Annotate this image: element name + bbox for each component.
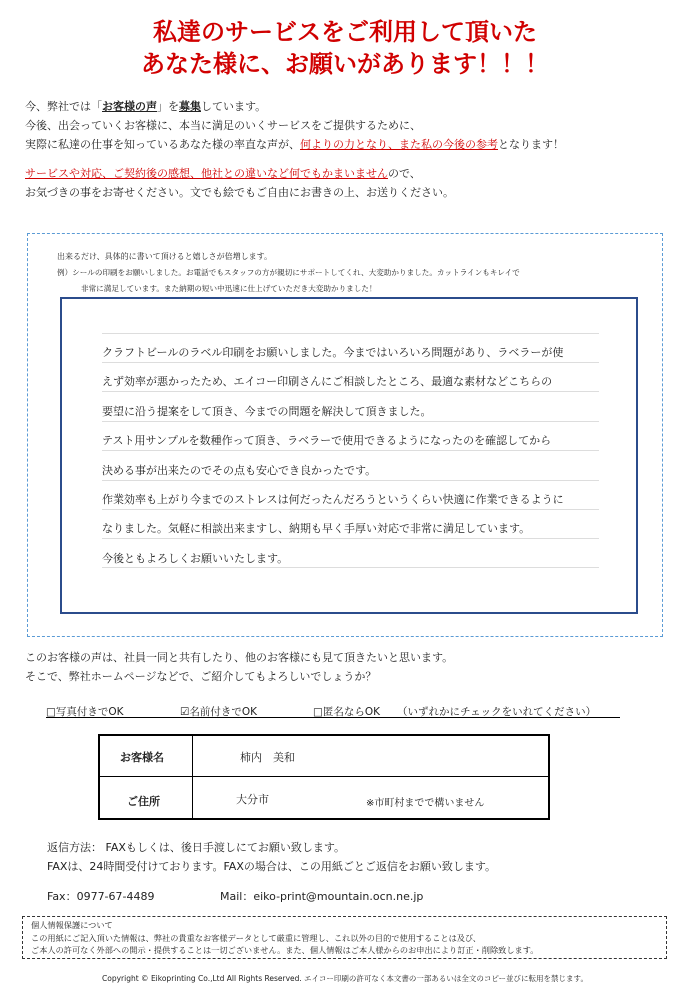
ruled-line xyxy=(102,333,599,334)
intro-highlight: 何よりの力となり、また私の今後の参考 xyxy=(300,138,498,151)
intro-text: しています。 xyxy=(201,100,267,113)
intro-text: 今、弊社では「 xyxy=(25,100,102,113)
voice-line: 要望に沿う提案をして頂き、今までの問題を解決して頂きました。 xyxy=(102,405,432,418)
voice-line: 今後ともよろしくお願いいたします。 xyxy=(102,552,289,565)
page-title-line1: 私達のサービスをご利用して頂いた xyxy=(153,18,537,46)
option-name-checkbox[interactable]: ☑名前付きでOK xyxy=(180,706,258,718)
ruled-line xyxy=(102,362,599,363)
reply-fax-note: FAXは、24時間受付けております。FAXの場合は、この用紙ごとご返信をお願い致します。 xyxy=(47,860,496,873)
customer-address-field[interactable]: 大分市 xyxy=(236,793,269,806)
hint-line-3: 非常に満足しています。また納期の短い中迅速に仕上げていただき大変助かりました！ xyxy=(81,284,377,293)
privacy-line: ご本人の許可なく外部への開示・提供することは一切ございません。また、個人情報はご本人様からのお申出により訂正・削除致します。 xyxy=(31,945,539,955)
ruled-line xyxy=(102,538,599,539)
options-note: （いずれかにチェックをいれてください） xyxy=(397,706,597,718)
ruled-line xyxy=(102,450,599,451)
reply-method: 返信方法： FAXもしくは、後日手渡しにてお願い致します。 xyxy=(47,841,345,854)
privacy-title: 個人情報保護について xyxy=(31,920,113,930)
ruled-line xyxy=(102,509,599,510)
option-anon-checkbox[interactable]: □匿名ならOK xyxy=(313,706,381,718)
intro-text: 実際に私達の仕事を知っているあなた様の率直な声が、 xyxy=(25,138,300,151)
intro-line-5: お気づきの事をお寄せください。文でも絵でもご自由にお書きの上、お送りください。 xyxy=(25,186,454,199)
voice-line: クラフトビールのラベル印刷をお願いしました。今まではいろいろ問題があり、ラベラーが使 xyxy=(102,346,564,359)
voice-line: 作業効率も上がり今までのストレスは何だったんだろうというくらい快適に作業できるように xyxy=(102,493,564,506)
voice-line: なりました。気軽に相談出来ますし、納期も早く手厚い対応で非常に満足しています。 xyxy=(102,522,531,535)
hint-line-2: 例）シールの印刷をお願いしました。お電話でもスタッフの方が親切にサポートしてくれ、大変助かりました。カットラインもキレイで xyxy=(57,268,520,277)
intro-text: 」を xyxy=(157,100,179,113)
intro-emphasis: 募集 xyxy=(179,100,201,113)
customer-address-note: ※市町村までで構いません xyxy=(366,798,485,809)
customer-table xyxy=(98,734,550,820)
ruled-line xyxy=(102,480,599,481)
customer-name-label: お客様名 xyxy=(120,751,164,764)
intro-highlight: サービスや対応、ご契約後の感想、他社との違いなど何でもかまいません xyxy=(25,167,388,180)
voice-line: えず効率が悪かったため、エイコー印刷さんにご相談したところ、最適な素材などこちらの xyxy=(102,375,553,388)
intro-text: となります！ xyxy=(498,138,564,151)
intro-text: ので、 xyxy=(388,167,421,180)
voice-line: 決める事が出来たのでその点も安心でき良かったです。 xyxy=(102,464,377,477)
intro-line-4 xyxy=(25,164,421,184)
copyright: Copyright © Eikoprinting Co.,Ltd All Rights Reserved. エイコー印刷の許可なく本文書の一部あるいは全文のコピー並びに転用を禁じます。 xyxy=(102,974,588,983)
privacy-line: この用紙にご記入頂いた情報は、弊社の貴重なお客様データとして厳重に管理し、これ以外の目的で使用することは及び、 xyxy=(31,933,481,943)
intro-line-1 xyxy=(25,97,266,117)
share-line-1: このお客様の声は、社員一同と共有したり、他のお客様にも見て頂きたいと思います。 xyxy=(25,651,454,664)
customer-address-label: ご住所 xyxy=(127,795,160,808)
page-title-line2: あなた様に、お願いがあります！！！ xyxy=(141,50,549,78)
mail-address[interactable]: Mail：eiko-print@mountain.ocn.ne.jp xyxy=(220,890,424,903)
hint-line-1: 出来るだけ、具体的に書いて頂けると嬉しさが倍増します。 xyxy=(57,252,273,261)
option-photo-checkbox[interactable]: □写真付きでOK xyxy=(46,706,124,718)
intro-line-2: 今後、出会っていくお客様に、本当に満足のいくサービスをご提供するために、 xyxy=(25,119,421,132)
fax-number: Fax：0977-67-4489 xyxy=(47,890,155,903)
voice-box[interactable] xyxy=(60,297,638,614)
intro-line-3 xyxy=(25,135,564,155)
privacy-box xyxy=(22,916,667,959)
customer-name-field[interactable]: 柿内 美和 xyxy=(240,751,295,764)
ruled-line xyxy=(102,391,599,392)
ruled-line xyxy=(102,421,599,422)
voice-line: テスト用サンプルを数種作って頂き、ラベラーで使用できるようになったのを確認してから xyxy=(102,434,552,447)
ruled-line xyxy=(102,567,599,568)
share-line-2: そこで、弊社ホームページなどで、ご紹介してもよろしいでしょうか？ xyxy=(25,670,377,683)
intro-emphasis: お客様の声 xyxy=(102,100,157,113)
